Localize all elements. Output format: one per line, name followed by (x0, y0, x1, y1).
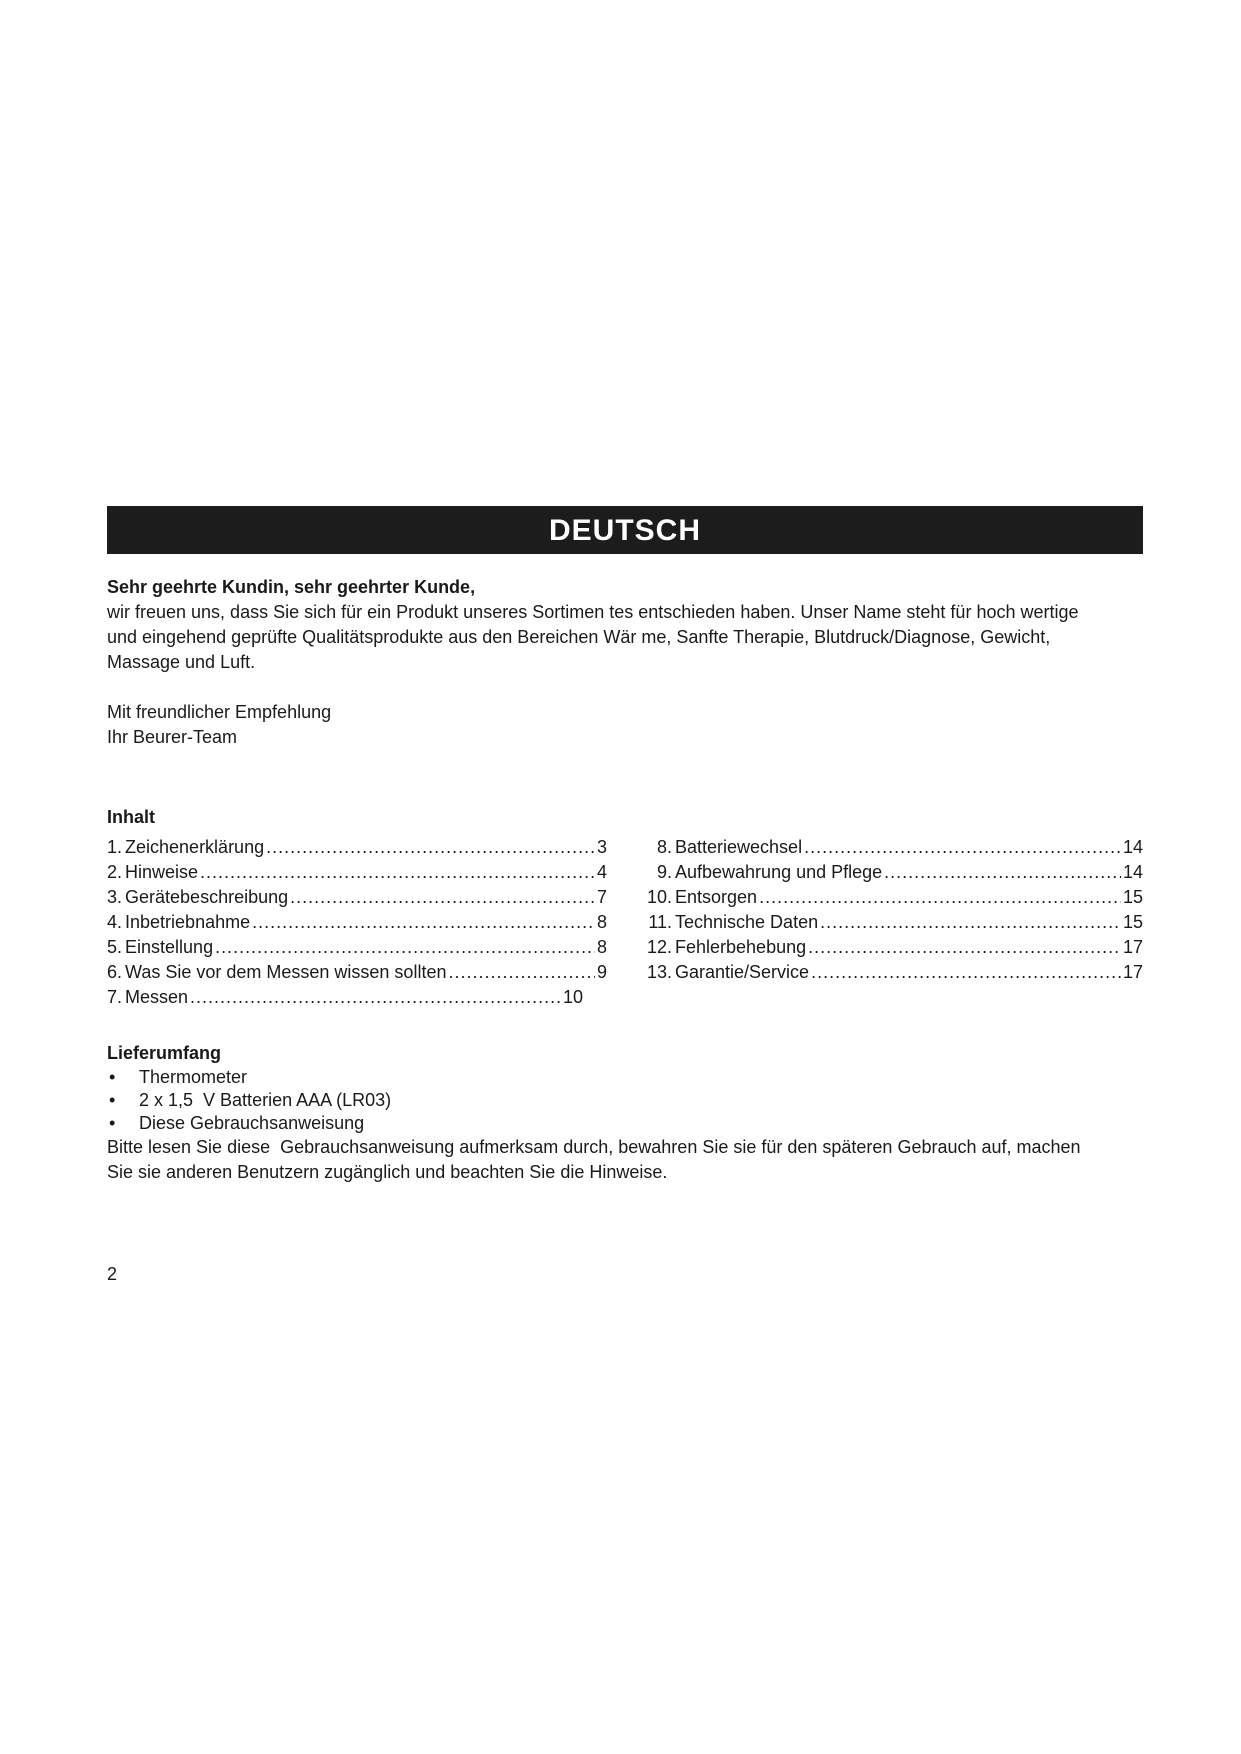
toc-entry-page: 7 (596, 887, 607, 907)
toc-dot-leader (808, 935, 1121, 960)
page-number: 2 (107, 1264, 118, 1284)
contents-heading: Inhalt (107, 807, 155, 827)
manual-page (107, 506, 1143, 1185)
toc-entry-title: Messen (125, 987, 189, 1007)
toc-entry[interactable] (107, 985, 583, 1010)
toc-entry-page: 4 (596, 862, 607, 882)
bullet-icon: • (109, 1090, 116, 1110)
toc-dot-leader (804, 835, 1121, 860)
toc-entry-page: 8 (596, 912, 607, 932)
toc-entry-page: 17 (1122, 937, 1143, 957)
toc-entry[interactable] (107, 935, 607, 960)
toc-entry-page: 15 (1122, 887, 1143, 907)
toc-entry[interactable] (642, 835, 1143, 860)
language-banner (107, 506, 1143, 554)
bullet-icon: • (109, 1113, 116, 1133)
toc-entry-number: 6. (107, 962, 123, 982)
toc-dot-leader (820, 910, 1121, 935)
toc-dot-leader (215, 935, 595, 960)
toc-entry-number: 3. (107, 887, 123, 907)
toc-dot-leader (266, 835, 595, 860)
delivery-heading: Lieferumfang (107, 1043, 222, 1063)
note-line: Sie sie anderen Benutzern zugänglich und beachten Sie die Hinweise. (107, 1162, 668, 1182)
toc-dot-leader (759, 885, 1121, 910)
toc-dot-leader (448, 960, 595, 985)
note-line: Bitte lesen Sie diese Gebrauchsanweisung aufmerksam durch, bewahren Sie sie für den späteren Gebrauch auf, machen (107, 1137, 1081, 1157)
toc-entry-number: 12. (646, 937, 672, 957)
toc-entry-page: 8 (596, 937, 607, 957)
toc-entry[interactable] (642, 960, 1143, 985)
toc-entry[interactable] (642, 935, 1143, 960)
toc-entry-number: 1. (107, 837, 123, 857)
toc-dot-leader (884, 860, 1121, 885)
toc-entry-page: 10 (562, 987, 583, 1007)
list-item-text: Thermometer (139, 1067, 248, 1087)
intro-line: wir freuen uns, dass Sie sich für ein Produkt unseres Sortimen tes entschieden haben. Unser Name steht für hoch wertige (107, 602, 1079, 622)
toc-entry-title: Technische Daten (675, 912, 819, 932)
toc-entry[interactable] (642, 885, 1143, 910)
toc-dot-leader (811, 960, 1121, 985)
toc-entry[interactable] (107, 835, 607, 860)
toc-entry-title: Entsorgen (675, 887, 758, 907)
list-item (107, 1112, 1143, 1135)
toc-entry-page: 3 (596, 837, 607, 857)
toc-entry-title: Fehlerbehebung (675, 937, 807, 957)
list-item-text: 2 x 1,5 V Batterien AAA (LR03) (139, 1090, 392, 1110)
list-item (107, 1089, 1143, 1112)
toc-entry-number: 2. (107, 862, 123, 882)
toc-dot-leader (290, 885, 595, 910)
toc-entry-number: 5. (107, 937, 123, 957)
toc-entry-number: 4. (107, 912, 123, 932)
toc-entry-title: Hinweise (125, 862, 199, 882)
list-item-text: Diese Gebrauchsanweisung (139, 1113, 365, 1133)
intro-paragraph (107, 600, 1147, 675)
banner-title: DEUTSCH (548, 513, 701, 547)
toc-column-left (107, 835, 607, 1010)
closing-block (107, 700, 1143, 750)
toc-entry-number: 8. (656, 837, 672, 857)
toc-entry-page: 14 (1122, 862, 1143, 882)
greeting-heading: Sehr geehrte Kundin, sehr geehrter Kunde, (107, 577, 476, 597)
toc-entry-page: 14 (1122, 837, 1143, 857)
table-of-contents (107, 835, 1143, 1010)
toc-entry[interactable] (107, 910, 607, 935)
toc-entry-number: 10. (646, 887, 672, 907)
toc-entry-title: Zeichenerklärung (125, 837, 265, 857)
toc-entry[interactable] (107, 860, 607, 885)
toc-dot-leader (252, 910, 595, 935)
toc-entry-title: Gerätebeschreibung (125, 887, 289, 907)
toc-entry[interactable] (642, 860, 1143, 885)
toc-entry-title: Aufbewahrung und Pflege (675, 862, 883, 882)
toc-entry-number: 7. (107, 987, 123, 1007)
toc-entry[interactable] (107, 960, 607, 985)
toc-entry-title: Garantie/Service (675, 962, 810, 982)
closing-salutation: Mit freundlicher Empfehlung (107, 702, 332, 722)
reading-note (107, 1135, 1143, 1185)
toc-entry-page: 15 (1122, 912, 1143, 932)
intro-line: und eingehend geprüfte Qualitätsprodukte aus den Bereichen Wär me, Sanfte Therapie, Blutdruck/Diagnose, Gewicht, (107, 627, 1051, 647)
toc-entry-number: 9. (656, 862, 672, 882)
toc-dot-leader (190, 985, 561, 1010)
delivery-list (107, 1066, 1143, 1135)
toc-entry-page: 9 (596, 962, 607, 982)
toc-entry[interactable] (642, 910, 1143, 935)
intro-line: Massage und Luft. (107, 652, 256, 672)
closing-signature: Ihr Beurer-Team (107, 727, 238, 747)
list-item (107, 1066, 1143, 1089)
toc-entry-number: 11. (648, 912, 672, 932)
toc-column-right (642, 835, 1143, 1010)
toc-entry-title: Inbetriebnahme (125, 912, 251, 932)
toc-entry-page: 17 (1122, 962, 1143, 982)
toc-dot-leader (200, 860, 595, 885)
toc-entry-title: Einstellung (125, 937, 214, 957)
toc-entry-title: Was Sie vor dem Messen wissen sollten (125, 962, 447, 982)
toc-entry-number: 13. (646, 962, 672, 982)
bullet-icon: • (109, 1067, 116, 1087)
toc-entry[interactable] (107, 885, 607, 910)
toc-entry-title: Batteriewechsel (675, 837, 803, 857)
